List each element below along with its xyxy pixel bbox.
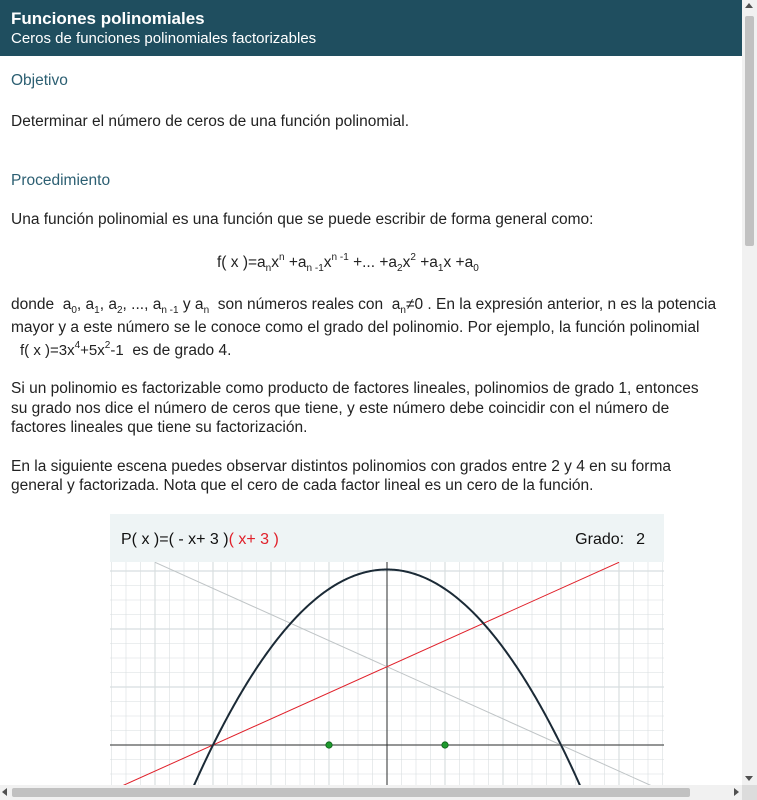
function-plot[interactable] (110, 562, 664, 785)
objetivo-text: Determinar el número de ceros de una función polinomial. (11, 113, 410, 130)
horizontal-scrollbar[interactable] (0, 785, 742, 800)
polynomial-scene[interactable] (110, 514, 664, 785)
intro-text: Una función polinomial es una función que se puede escribir de forma general como: (11, 211, 594, 228)
donde-line: donde $a_0$, $a_1$, $a_2$, ..., $a_{n -1}$ y $a_n$ son números reales con $a_n\ne 0$ . En la expresión anterior, n es la potencia (11, 296, 717, 316)
scroll-down-icon[interactable] (745, 776, 753, 781)
scrollbar-corner (742, 785, 757, 800)
vertical-scroll-thumb[interactable] (745, 16, 754, 246)
main-content (0, 56, 742, 785)
zero-point-right (442, 742, 448, 748)
para3-line-2: general y factorizada. Nota que el cero de cada factor lineal es un cero de la función. (11, 477, 594, 494)
scroll-left-icon[interactable] (2, 788, 7, 796)
scroll-right-icon[interactable] (734, 788, 739, 796)
para2-line-3: factores lineales que tiene su factorización. (11, 419, 308, 436)
scroll-up-icon[interactable] (745, 3, 753, 8)
donde-line-2: mayor y a este número se le conoce como el grado del polinomio. Por ejemplo, la función polinomial (11, 319, 700, 336)
factor-line-red (110, 562, 619, 785)
page-subtitle: Ceros de funciones polinomiales factorizables (11, 30, 317, 47)
factor-line-gray (155, 562, 664, 785)
para2-line-2: su grado nos dice el número de ceros que tiene, y este número debe coincidir con el número de (11, 400, 670, 417)
expression-factor-red: ( x+ 3 ) (228, 531, 279, 548)
scene-top-bar (110, 514, 664, 562)
grade-label: Grado: (575, 531, 625, 548)
horizontal-scroll-thumb[interactable] (12, 788, 690, 797)
example-line: f( x )$=3x^4+5x^2-1$ es de grado 4. (20, 340, 232, 359)
para3-line-1: En la siguiente escena puedes observar distintos polinomios con grados entre 2 y 4 en su forma (11, 458, 671, 475)
para2-line-1: Si un polinomio es factorizable como producto de factores lineales, polinomios de grado 1, entonces (11, 380, 699, 397)
polynomial-expression (121, 531, 279, 549)
zero-point-left (326, 742, 332, 748)
procedimiento-heading: Procedimiento (11, 172, 111, 189)
expression-general: P( x )=( - x+ 3 ) (121, 531, 229, 548)
vertical-scrollbar[interactable] (742, 0, 757, 785)
general-formula: f( x )$=a_nx^n +a_{n -1}x^{n -1}$ +... $+a_2x^2 +a_1x +a_0$ (217, 252, 479, 274)
grade-value: 2 (636, 531, 645, 548)
page-title: Funciones polinomiales (11, 9, 205, 28)
app-header (0, 0, 742, 56)
grade-display (575, 531, 645, 549)
objetivo-heading: Objetivo (11, 72, 68, 89)
